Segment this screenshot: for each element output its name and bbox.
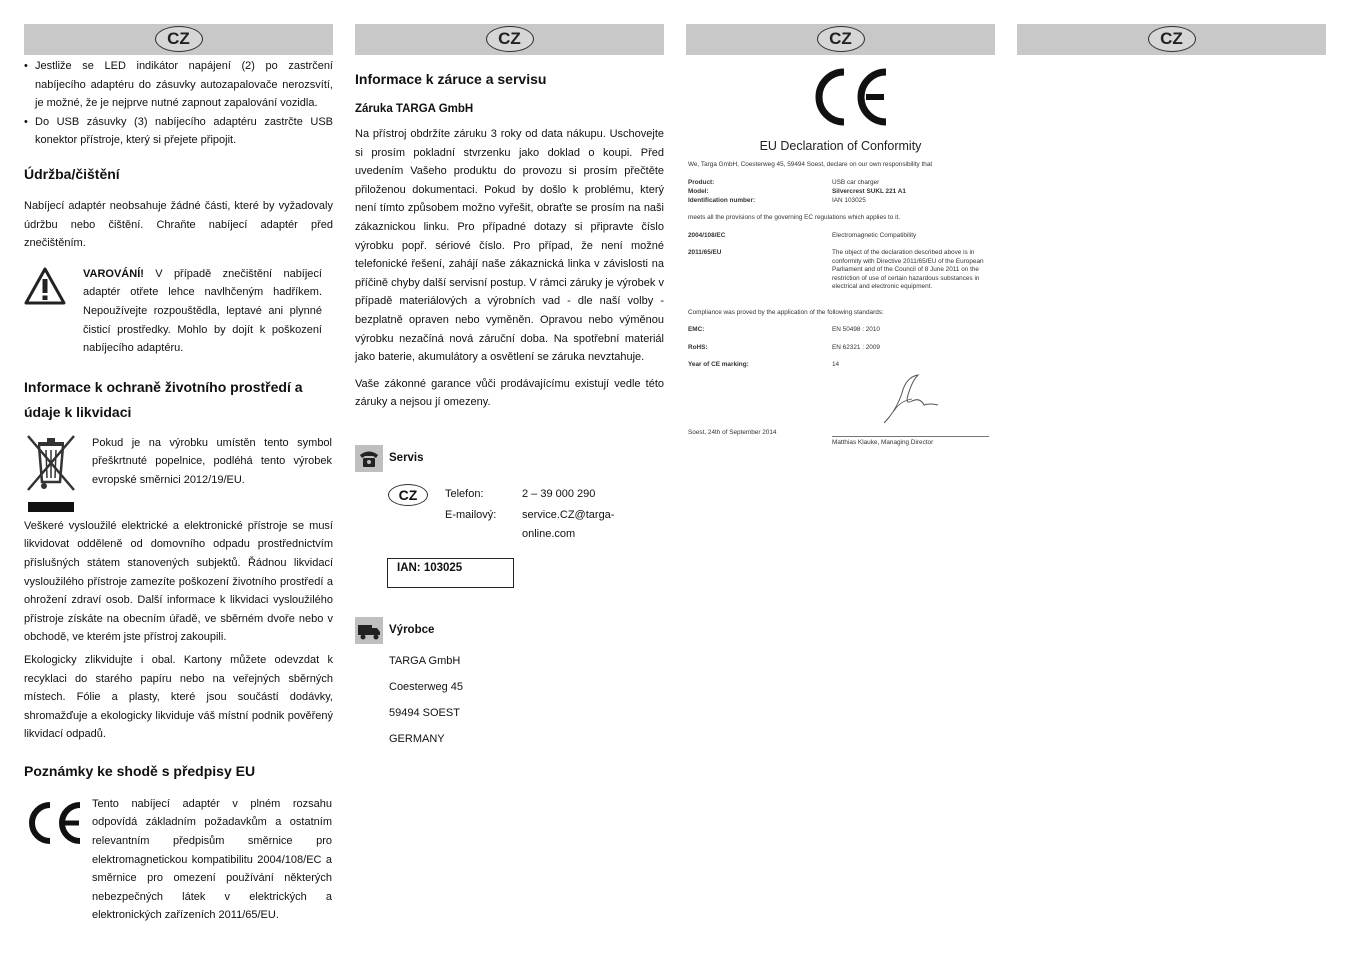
- manufacturer-heading: Výrobce: [389, 623, 435, 636]
- emc-value: EN 50498 : 2010: [832, 326, 880, 333]
- truck-icon: [355, 617, 383, 644]
- column-3: [686, 24, 995, 485]
- ce-mark-icon: [806, 67, 892, 127]
- phone-label: Telefon:: [445, 487, 484, 500]
- warning-text: VAROVÁNÍ! V případě znečištění nabíjecí adaptér otřete lehce navlhčeným hadříkem. Nepoužívejte rozpouštědla, leptavé ani plynné čisticí prostředky. Mohlo by dojít k poškození nabíjecího adaptéru.: [83, 267, 322, 355]
- warranty-text: Na přístroj obdržíte záruku 3 roky od data nákupu. Uschovejte si prosím pokladní stvrzenku jako doklad o koupi. Před uvedením Vašeho produktu do provozu si prosím přečtěte přiloženou dokumentaci. Pokud by došlo k problému, který není tímto způsobem možno vyřešit, obraťte se prosím na naši zákaznickou linku. Pro případné dotazy si připravte číslo výrobku popř. sériové číslo. Pro případ, že není možné telefonické řešení, zahájí naše zákaznická linka v závislosti na příčině chyby další servisní postup. V rámci záruky je výrobek v případě materiálových a výrobních vad - dle naší volby - bezplatně opraven nebo vyměněn. Opravou nebo výměnou výrobku nezačíná nová záruční doba. Na spotřební materiál jako baterie, akumulátory a osvětlení se záruka nevztahuje.: [355, 128, 664, 364]
- address-line: 59494 SOEST: [389, 706, 460, 719]
- column-2: [355, 24, 664, 757]
- meets-text: meets all the provisions of the governing EC regulations which applies to it.: [688, 214, 901, 221]
- weee-block: [24, 434, 333, 517]
- column-header: [24, 24, 333, 55]
- service-block: [355, 445, 664, 540]
- guarantee-text: Vaše zákonné garance vůči prodávajícímu existují vedle této záruky a nejsou jí omezeny.: [355, 377, 664, 409]
- environment-heading: Informace k ochraně životního prostředí a údaje k likvidaci: [24, 378, 303, 420]
- column-header: [686, 24, 995, 55]
- rohs-value: EN 62321 : 2009: [832, 344, 880, 351]
- warranty-heading: Informace k záruce a servisu: [355, 71, 547, 87]
- weee-text: Pokud je na výrobku umístěn tento symbol přeškrtnuté popelnice, podléhá tento výrobek evropské směrnici 2012/19/EU.: [92, 436, 332, 486]
- ian-box: IAN: 103025: [387, 558, 514, 588]
- eu-block: [24, 795, 333, 925]
- declaration-intro: We, Targa GmbH, Coesterweg 45, 59494 Soest, declare on our own responsibility that: [688, 161, 933, 168]
- model-label: Model:: [688, 188, 709, 195]
- cz-badge: CZ: [486, 26, 534, 52]
- address-line: GERMANY: [389, 732, 445, 745]
- place-date: Soest, 24th of September 2014: [688, 429, 777, 436]
- id-number-label: Identification number:: [688, 197, 756, 204]
- directive-rohs-text: The object of the declaration described above is in conformity with Directive 2011/65/EU of the European Parliament and of the Council of 8 June 2011 on the restriction of use of certain hazardous substances in electrical and electronic equipment.: [832, 249, 984, 290]
- year-label: Year of CE marking:: [688, 361, 749, 368]
- cz-badge: CZ: [817, 26, 865, 52]
- warning-block: [24, 265, 333, 359]
- cz-badge: CZ: [155, 26, 203, 52]
- directive-emc: 2004/108/EC: [688, 232, 726, 239]
- phone-value: 2 – 39 000 290: [522, 487, 596, 500]
- directive-emc-text: Electromagnetic Compatibility: [832, 232, 917, 239]
- warning-label: VAROVÁNÍ!: [83, 267, 144, 280]
- maintenance-text: Nabíjecí adaptér neobsahuje žádné části, které by vyžadovaly údržbu nebo čištění. Chraňte nabíjecí adaptér před znečištěním.: [24, 199, 333, 250]
- manufacturer-block: [355, 617, 664, 757]
- service-heading: Servis: [389, 451, 424, 464]
- signature-line: [832, 436, 989, 437]
- list-item: • Do USB zásuvky (3) nabíjecího adaptéru zastrčte USB konektor přístroje, který si přejete připojit.: [35, 113, 333, 150]
- packaging-text: Ekologicky zlikvidujte i obal. Kartony můžete odevzdat k recyklaci do starého papíru nebo na veřejných sběrných místech. Fólie a plasty, které jsou součástí dodávky, shromažďuje a ekologicky likviduje váš místní podnik pověřený likvidací odpadů.: [24, 653, 333, 741]
- column-header: [355, 24, 664, 55]
- compliance-text: Compliance was proved by the application of the following standards:: [688, 309, 884, 316]
- rohs-label: RoHS:: [688, 344, 708, 351]
- warranty-subheading: Záruka TARGA GmbH: [355, 103, 474, 115]
- column-4: [1017, 24, 1326, 55]
- list-item: • Jestliže se LED indikátor napájení (2) po zastrčení nabíjecího adaptéru do zásuvky autozapalovače nerozsvítí, je možné, že je nejprve nutné zapnout zapalování vozidla.: [35, 57, 333, 113]
- address-line: Coesterweg 45: [389, 680, 463, 693]
- email-label: E-mailový:: [445, 508, 497, 521]
- disposal-text: Veškeré vysloužilé elektrické a elektronické přístroje se musí likvidovat odděleně od domovního odpadu prostřednictvím příslušných státem stanovených subjektů. Řádnou likvidací vysloužilého přístroje zamezíte poškození životního prostředí a ohrožení zdraví osob. Další informace k likvidaci vysloužilého přístroje získáte na obecním úřadě, ve sběrném dvoře nebo v obchodě, ve kterém jste přístroj zakoupili.: [24, 519, 333, 644]
- signature-image: [872, 371, 942, 429]
- address-line: TARGA GmbH: [389, 654, 461, 667]
- product-value: USB car charger: [832, 179, 880, 186]
- model-value: Silvercrest SUKL 221 A1: [832, 188, 906, 195]
- emc-label: EMC:: [688, 326, 705, 333]
- eu-heading: Poznámky ke shodě s předpisy EU: [24, 762, 256, 779]
- eu-text: Tento nabíjecí adaptér v plném rozsahu odpovídá základním požadavkům a ostatním relevantním předpisům směrnice pro elektromagnetickou kompatibilitu 2004/108/EC a směrnice pro omezení používání některých nebezpečných látek v elektrických a elektronických zařízeních 2011/65/EU.: [92, 797, 332, 922]
- declaration-title: EU Declaration of Conformity: [759, 139, 922, 153]
- crossed-bin-icon: [24, 434, 78, 514]
- product-label: Product:: [688, 179, 715, 186]
- declaration-of-conformity: [686, 55, 995, 485]
- id-number-value: IAN 103025: [832, 197, 866, 204]
- maintenance-heading: Údržba/čištění: [24, 165, 120, 182]
- email-value: service.CZ@targa-online.com: [522, 508, 615, 540]
- bullet-list: [24, 57, 333, 150]
- signer-name: Matthias Klauke, Managing Director: [832, 439, 934, 446]
- ce-mark-icon: [24, 801, 84, 845]
- warning-triangle-icon: [24, 267, 66, 305]
- column-1: [24, 24, 333, 925]
- country-badge: CZ: [388, 484, 428, 506]
- cz-badge: CZ: [1148, 26, 1196, 52]
- column-header: [1017, 24, 1326, 55]
- telephone-icon: [355, 445, 383, 472]
- directive-rohs: 2011/65/EU: [688, 249, 722, 256]
- year-value: 14: [832, 361, 840, 368]
